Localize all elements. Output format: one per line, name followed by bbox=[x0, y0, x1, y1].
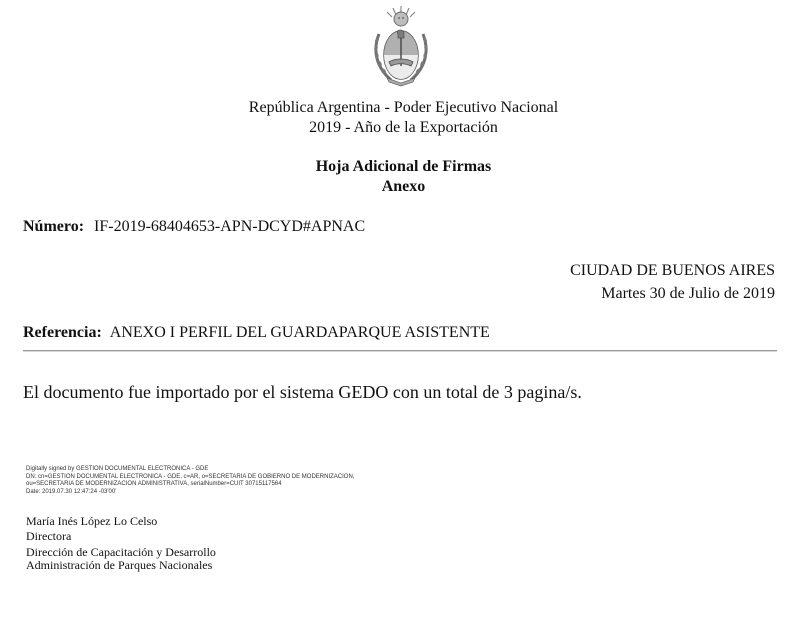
header-line-2: 2019 - Año de la Exportación bbox=[309, 119, 498, 136]
body-text: El documento fue importado por el sistema GEDO con un total de 3 pagina/s. bbox=[23, 382, 582, 402]
signer-name: María Inés López Lo Celso bbox=[26, 514, 158, 528]
argentina-coat-of-arms-icon bbox=[369, 4, 433, 88]
divider bbox=[23, 350, 777, 352]
signer-department: Dirección de Capacitación y Desarrollo bbox=[26, 545, 216, 559]
date: Martes 30 de Julio de 2019 bbox=[601, 285, 775, 302]
digital-signature-stamp bbox=[26, 466, 354, 496]
reference-value: ANEXO I PERFIL DEL GUARDAPARQUE ASISTENTE bbox=[109, 324, 490, 341]
document-number-label: Número: bbox=[23, 218, 85, 235]
digital-signature-line-2: DN: cn=GESTION DOCUMENTAL ELECTRONICA - GDE, c=AR, o=SECRETARIA DE GOBIERNO DE MODERNIZACION, bbox=[26, 473, 355, 480]
signer-role: Directora bbox=[26, 529, 72, 543]
document-number-row bbox=[23, 218, 365, 236]
reference-row bbox=[23, 324, 490, 342]
document-subtitle: Anexo bbox=[381, 178, 426, 195]
document-title: Hoja Adicional de Firmas bbox=[315, 158, 492, 175]
document-number-value: IF-2019-68404653-APN-DCYD#APNAC bbox=[94, 218, 366, 235]
digital-signature-line-1: Digitally signed by GESTION DOCUMENTAL ELECTRONICA - GDE bbox=[26, 466, 209, 472]
reference-label: Referencia: bbox=[23, 324, 102, 341]
city: CIUDAD DE BUENOS AIRES bbox=[570, 262, 775, 279]
header-line-1: República Argentina - Poder Ejecutivo Nacional bbox=[248, 99, 559, 116]
signer-organization: Administración de Parques Nacionales bbox=[26, 558, 213, 572]
digital-signature-line-4: Date: 2019.07.30 12:47:24 -03'00' bbox=[26, 488, 117, 495]
digital-signature-line-3: ou=SECRETARIA DE MODERNIZACION ADMINISTRATIVA, serialNumber=CUIT 30715117564 bbox=[26, 481, 282, 487]
